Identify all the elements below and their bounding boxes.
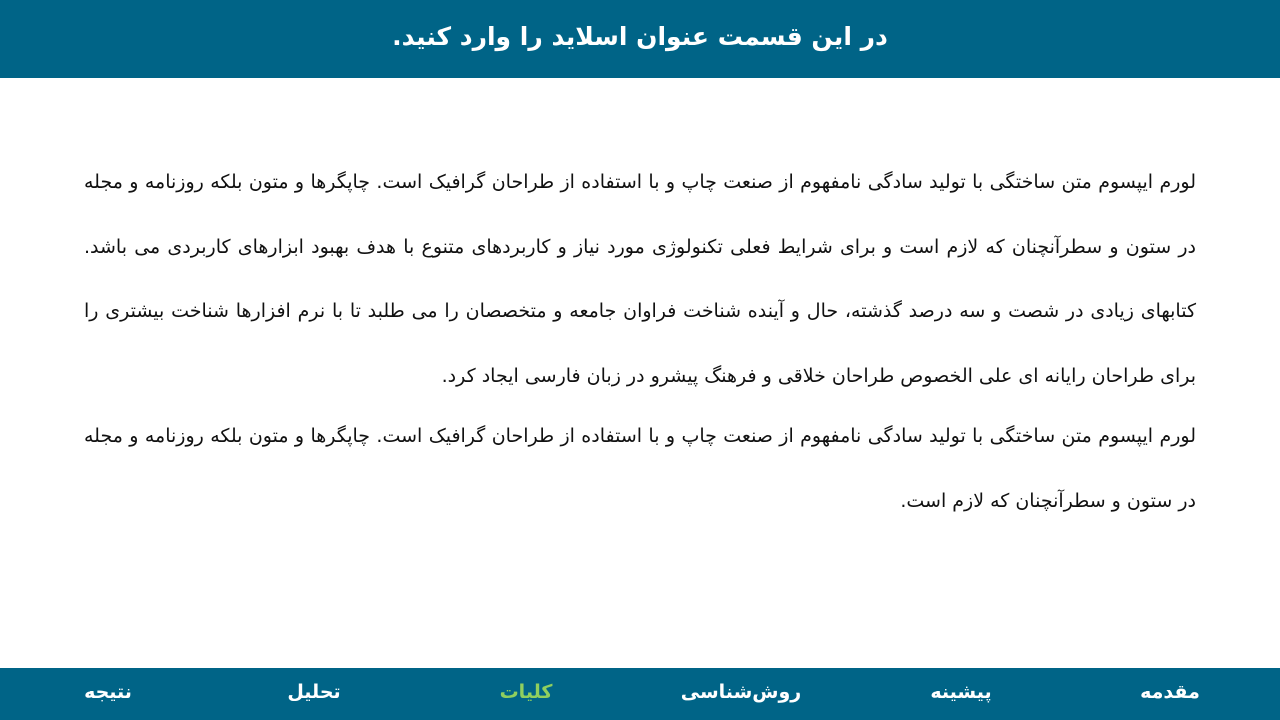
slide-title: در این قسمت عنوان اسلاید را وارد کنید.	[392, 21, 888, 51]
footer-nav-bar	[0, 668, 1280, 720]
body-paragraph-2: لورم ایپسوم متن ساختگی با تولید سادگی نامفهوم از صنعت چاپ و با استفاده از طراحان گرافیک است. چاپگرها و متون بلکه روزنامه و مجله در ستون و سطرآنچنان که لازم است.	[84, 425, 1196, 512]
slide-header	[0, 0, 1280, 78]
slide-body	[84, 150, 1196, 533]
body-paragraph-1: لورم ایپسوم متن ساختگی با تولید سادگی نامفهوم از صنعت چاپ و با استفاده از طراحان گرافیک است. چاپگرها و متون بلکه روزنامه و مجله در ستون و سطرآنچنان که لازم است و برای شرایط فعلی تکنولوژی مورد نیاز و کاربردهای متنوع با هدف بهبود ابزارهای کاربردی می باشد. کتابهای زیادی در شصت و سه درصد گذشته، حال و آینده شناخت فراوان جامعه و متخصصان را می طلبد تا با نرم افزارها شناخت بیشتری را برای طراحان رایانه ای علی الخصوص طراحان خلاقی و فرهنگ پیشرو در زبان فارسی ایجاد کرد.	[84, 171, 1196, 387]
nav-item-overview[interactable]: کلیات	[499, 681, 553, 703]
nav-item-methodology[interactable]: روش‌شناسی	[680, 681, 802, 703]
nav-item-analysis[interactable]: تحلیل	[287, 681, 341, 703]
nav-item-introduction[interactable]: مقدمه	[1140, 681, 1200, 703]
nav-item-conclusion[interactable]: نتیجه	[84, 681, 132, 703]
nav-item-background[interactable]: پیشینه	[930, 681, 992, 703]
